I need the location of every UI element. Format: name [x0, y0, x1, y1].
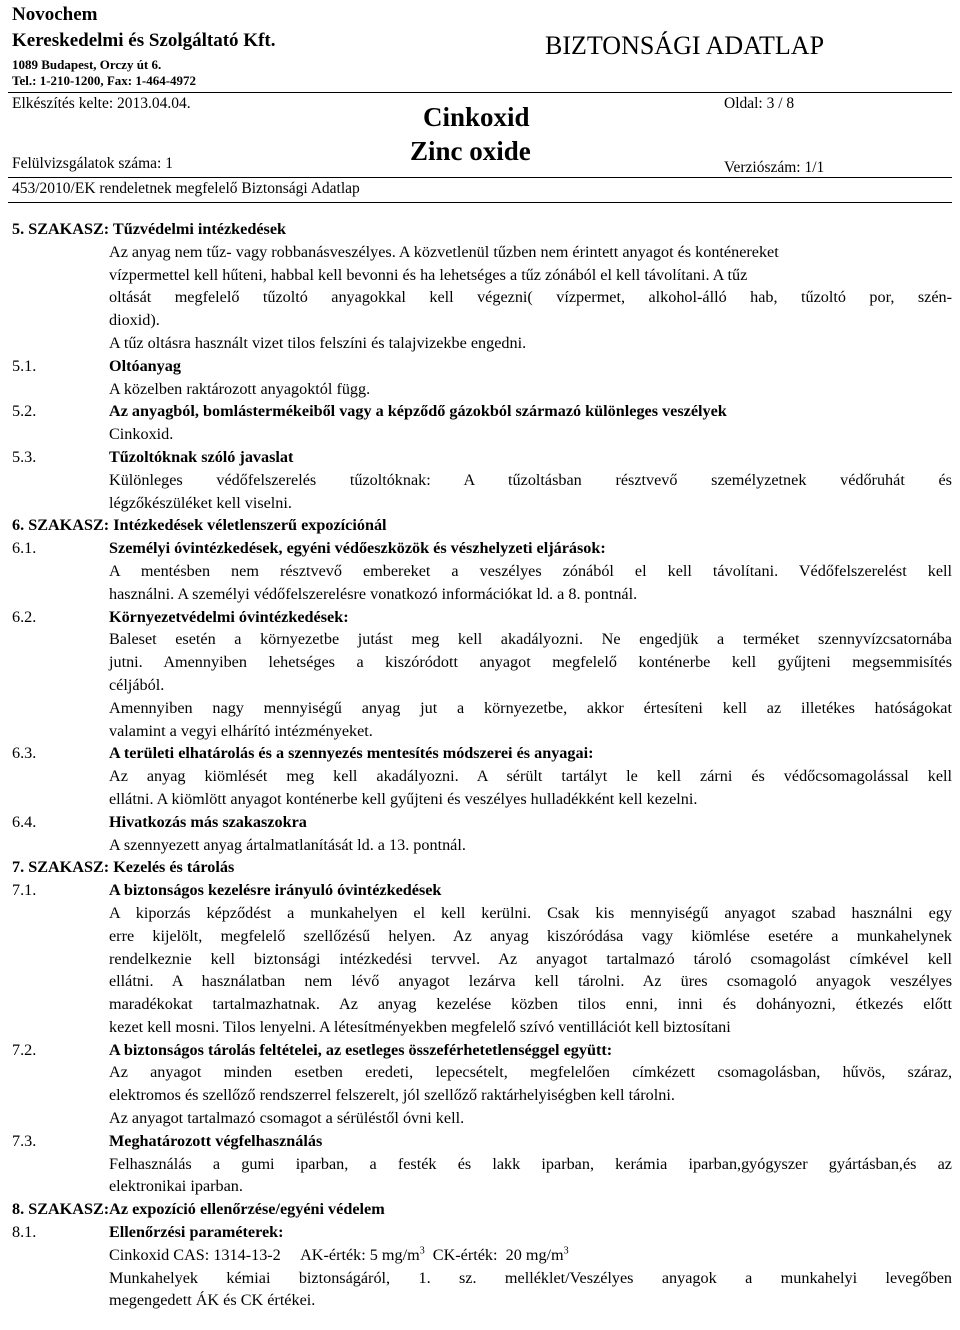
- paragraph-line: maradékokat tartalmazhatnak. Az anyag kezelése közben tilos enni, inni és dohányozni, étkezés előtt: [109, 995, 952, 1014]
- text-line: [12, 879, 952, 902]
- header-divider-3: [8, 202, 952, 203]
- text-line: [12, 697, 952, 720]
- text-line: [12, 469, 952, 492]
- text-line: [12, 560, 952, 583]
- text-line: [12, 1244, 952, 1267]
- text-line: [12, 537, 952, 560]
- version-number: Verziószám: 1/1: [724, 159, 825, 176]
- text-line: [12, 1153, 952, 1176]
- subsection-heading: A területi elhatárolás és a szennyezés mentesítés módszerei és anyagai:: [109, 744, 594, 763]
- paragraph-line: A mentésben nem résztvevő embereket a veszélyes zónából el kell távolítani. Védőfelszerelést kell: [109, 561, 952, 580]
- text-line: [12, 583, 952, 606]
- text-line: [12, 378, 952, 401]
- text-line: [12, 993, 952, 1016]
- section-number: 7.3.: [12, 1131, 37, 1150]
- text-line: [12, 1267, 952, 1290]
- paragraph-line: dioxid).: [109, 311, 160, 330]
- paragraph-line: oltását megfelelő tűzoltó anyagokkal kell végezni( vízpermet, alkohol-álló hab, tűzoltó por, szén-: [109, 288, 952, 307]
- paragraph-line: A kiporzás képződést a munkahelyen el kell kerülni. Csak kis mennyiségű anyagot szabad használni egy: [109, 903, 952, 922]
- text-line: [12, 332, 952, 355]
- paragraph-line: vízpermettel kell hűteni, habbal kell bevonni és ha lehetséges a tűz zónából el kell távolítani. A tűz: [109, 265, 748, 284]
- paragraph-line: A szennyezett anyag ártalmatlanítását ld. a 13. pontnál.: [109, 835, 466, 854]
- text-line: [12, 1289, 952, 1312]
- company-phone: Tel.: 1-210-1200, Fax: 1-464-4972: [12, 73, 197, 88]
- paragraph-line: használni. A személyi védőfelszerelésre vonatkozó információkat ld. a 8. pontnál.: [109, 584, 638, 603]
- header-divider-2: [8, 177, 952, 178]
- section-number: 7.1.: [12, 881, 37, 900]
- text-line: [12, 948, 952, 971]
- text-line: [12, 400, 952, 423]
- paragraph-line: ellátni. A kiömlött anyagot konténerbe kell gyűjteni és veszélyes hulladékként kell kezelni.: [109, 789, 698, 808]
- text-line: [12, 514, 952, 537]
- paragraph-line: Amennyiben nagy mennyiségű anyag jut a környezetbe, akkor értesíteni kell az illetékes hatóságokat: [109, 698, 952, 717]
- paragraph-line: céljából.: [109, 675, 165, 694]
- text-line: [12, 788, 952, 811]
- section-number: 5.1.: [12, 356, 37, 375]
- company-name: Novochem: [12, 4, 98, 25]
- paragraph-line: légzőkészüléket kell viselni.: [109, 493, 292, 512]
- section-heading: 8. SZAKASZ:Az expozíció ellenőrzése/egyéni védelem: [12, 1200, 385, 1219]
- superscript: 3: [563, 1245, 569, 1257]
- text-line: [12, 651, 952, 674]
- paragraph-line: Különleges védőfelszerelés tűzoltóknak: A tűzoltásban résztvevő személyzetnek védőruhát és: [109, 470, 952, 489]
- paragraph-line: erre kijelölt, megfelelő szellőzésű helyen. Az anyag kiszóródása vagy kiömlése esetére a munkahelynek: [109, 926, 952, 945]
- exposure-text: Cinkoxid CAS: 1314-13-2 AK-érték: 5 mg/m: [109, 1245, 420, 1264]
- paragraph-line: Az anyagot tartalmazó csomagot a sérüléstől óvni kell.: [109, 1109, 465, 1128]
- paragraph-line: rendelkeznie kell biztonsági intézkedési tervvel. Az anyagot tartalmazó tároló csomagolást címkével kell: [109, 949, 952, 968]
- text-line: [12, 1016, 952, 1039]
- document-body: [12, 218, 952, 1312]
- paragraph-line: Cinkoxid.: [109, 425, 174, 444]
- paragraph-line: megengedett ÁK és CK értékei.: [109, 1291, 316, 1310]
- text-line: [12, 925, 952, 948]
- subsection-heading: Meghatározott végfelhasználás: [109, 1131, 323, 1150]
- subsection-heading: Az anyagból, bomlástermékeiből vagy a képződő gázokból származó különleges veszélyek: [109, 402, 727, 421]
- text-line: [12, 834, 952, 857]
- subsection-heading: A biztonságos kezelésre irányuló óvintézkedések: [109, 881, 442, 900]
- subsection-heading: Személyi óvintézkedések, egyéni védőeszközök és vészhelyzeti eljárások:: [109, 539, 606, 558]
- header-divider: [8, 92, 952, 93]
- text-line: [12, 1061, 952, 1084]
- subsection-heading: Ellenőrzési paraméterek:: [109, 1223, 284, 1242]
- text-line: [12, 492, 952, 515]
- paragraph-line: [109, 1244, 569, 1267]
- paragraph-line: A közelben raktározott anyagoktól függ.: [109, 379, 371, 398]
- text-line: [12, 423, 952, 446]
- text-line: [12, 241, 952, 264]
- product-name-en: Zinc oxide: [410, 136, 531, 166]
- section-heading: 6. SZAKASZ: Intézkedések véletlenszerű expozíciónál: [12, 516, 387, 535]
- paragraph-line: kezet kell mosni. Tilos lenyelni. A létesítményekben megfelelő szívó ventillációt kell biztosítani: [109, 1017, 731, 1036]
- document-title: BIZTONSÁGI ADATLAP: [545, 31, 825, 60]
- text-line: [12, 218, 952, 241]
- section-number: 5.2.: [12, 402, 37, 421]
- section-number: 6.4.: [12, 812, 37, 831]
- text-line: [12, 720, 952, 743]
- subsection-heading: Környezetvédelmi óvintézkedések:: [109, 607, 349, 626]
- text-line: [12, 902, 952, 925]
- paragraph-line: valamint a vegyi elhárító intézményeket.: [109, 721, 373, 740]
- revision-count: Felülvizsgálatok száma: 1: [12, 155, 173, 172]
- paragraph-line: Baleset esetén a környezetbe jutást meg kell akadályozni. Ne engedjük a terméket szennyvízcsatornába: [109, 630, 952, 649]
- section-heading: 5. SZAKASZ: Tűzvédelmi intézkedések: [12, 220, 287, 238]
- company-address: 1089 Budapest, Orczy út 6.: [12, 57, 162, 72]
- text-line: [12, 1084, 952, 1107]
- text-line: [12, 1221, 952, 1244]
- text-line: [12, 811, 952, 834]
- section-number: 5.3.: [12, 447, 37, 466]
- text-line: [12, 1175, 952, 1198]
- paragraph-line: elektromos és szellőző rendszerrel felszerelt, jól szellőző raktárhelyiségben kell tárolni.: [109, 1086, 675, 1105]
- exposure-text: CK-érték: 20 mg/m: [424, 1245, 564, 1264]
- text-line: [12, 309, 952, 332]
- text-line: [12, 606, 952, 629]
- paragraph-line: ellátni. A használatban nem lévő anyagot lezárva kell tárolni. Az üres csomagoló anyagok veszélyes: [109, 972, 952, 991]
- paragraph-line: jutni. Amennyiben lehetséges a kiszóródott anyagot megfelelő konténerbe kell gyűjteni megsemmisítés: [109, 653, 952, 672]
- subsection-heading: A biztonságos tárolás feltételei, az esetleges összeférhetetlenséggel együtt:: [109, 1040, 613, 1059]
- text-line: [12, 446, 952, 469]
- text-line: [12, 765, 952, 788]
- created-date: Elkészítés kelte: 2013.04.04.: [12, 95, 191, 112]
- section-number: 6.2.: [12, 607, 37, 626]
- regulation-note: 453/2010/EK rendeletnek megfelelő Biztonsági Adatlap: [12, 180, 360, 197]
- text-line: [12, 1107, 952, 1130]
- text-line: [12, 1130, 952, 1153]
- text-line: [12, 264, 952, 287]
- text-line: [12, 1039, 952, 1062]
- company-full-name: Kereskedelmi és Szolgáltató Kft.: [12, 30, 276, 51]
- section-number: 8.1.: [12, 1223, 37, 1242]
- section-number: 7.2.: [12, 1040, 37, 1059]
- product-name: Cinkoxid: [423, 102, 530, 132]
- paragraph-line: Az anyagot minden esetben eredeti, lepecsételt, megfelelően címkézett csomagolásban, hűvös, száraz,: [109, 1063, 952, 1082]
- paragraph-line: Munkahelyek kémiai biztonságáról, 1. sz. melléklet/Veszélyes anyagok a munkahelyi levegőben: [109, 1268, 952, 1287]
- subsection-heading: Tűzoltóknak szóló javaslat: [109, 447, 294, 466]
- section-heading: 7. SZAKASZ: Kezelés és tárolás: [12, 858, 235, 877]
- paragraph-line: Felhasználás a gumi iparban, a festék és lakk iparban, kerámia iparban,gyógyszer gyártásban,és az: [109, 1154, 952, 1173]
- subsection-heading: Hivatkozás más szakaszokra: [109, 812, 307, 831]
- text-line: [12, 628, 952, 651]
- superscript: 3: [419, 1245, 425, 1257]
- paragraph-line: elektronikai iparban.: [109, 1177, 243, 1196]
- page-number: Oldal: 3 / 8: [724, 95, 795, 112]
- text-line: [12, 856, 952, 879]
- text-line: [12, 742, 952, 765]
- text-line: [12, 286, 952, 309]
- text-line: [12, 970, 952, 993]
- text-line: [12, 355, 952, 378]
- paragraph-line: Az anyag nem tűz- vagy robbanásveszélyes. A közvetlenül tűzben nem érintett anyagot és konténereket: [109, 242, 779, 261]
- text-line: [12, 1198, 952, 1221]
- text-line: [12, 674, 952, 697]
- section-number: 6.1.: [12, 539, 37, 558]
- paragraph-line: A tűz oltásra használt vizet tilos felszíni és talajvizekbe engedni.: [109, 333, 527, 352]
- paragraph-line: Az anyag kiömlését meg kell akadályozni. A sérült tartályt le kell zárni és védőcsomagolással kell: [109, 767, 952, 786]
- section-number: 6.3.: [12, 744, 37, 763]
- subsection-heading: Oltóanyag: [109, 356, 181, 375]
